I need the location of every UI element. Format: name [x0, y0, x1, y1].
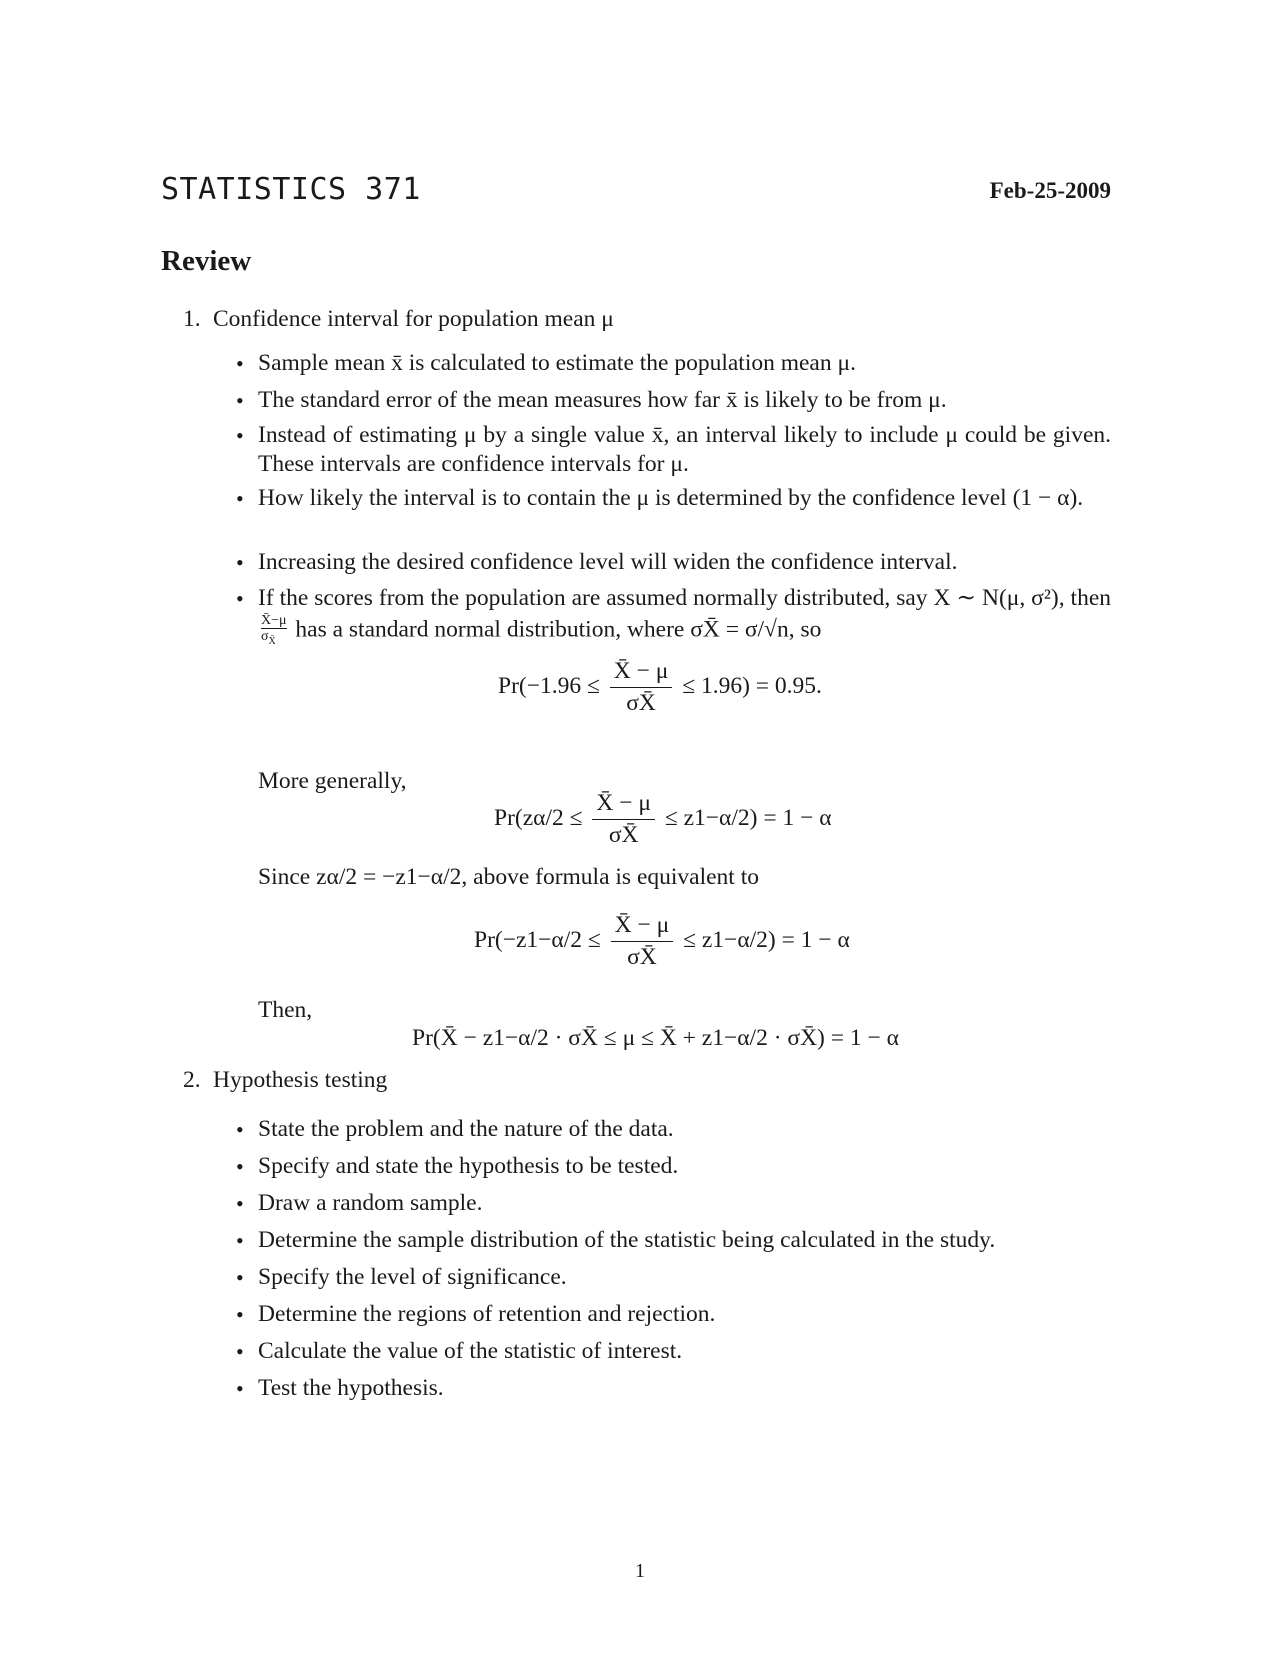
section2-title	[183, 1066, 387, 1095]
list-item: • Specify the level of significance.	[236, 1263, 1111, 1292]
section2-title-text: Hypothesis testing	[213, 1067, 388, 1093]
eq1-right: ≤ 1.96) = 0.95.	[682, 672, 822, 699]
then-text: Then,	[258, 997, 313, 1023]
bullet6-part2: has a standard normal distribution, where σX̄ = σ/√n, so	[295, 616, 822, 643]
eq2-fraction: $\frac{X̄ - \mu}{\sigma X̄}$	[592, 790, 655, 849]
eq1-left: Pr(−1.96 ≤	[498, 672, 600, 699]
list-item	[236, 584, 1111, 649]
bullet6-part1: If the scores from the population are assumed normally distributed, say X ∼ N(μ, σ²), then	[258, 585, 1111, 611]
list-item: • Determine the sample distribution of the statistic being calculated in the study.	[236, 1226, 1111, 1255]
list-item: • Increasing the desired confidence level will widen the confidence interval.	[236, 548, 1111, 577]
eq3-fraction: $\frac{X̄ - \mu}{\sigma X̄}$	[611, 912, 674, 971]
eq3-left: Pr(−z1−α/2 ≤	[474, 926, 601, 953]
list-item: • State the problem and the nature of the data.	[236, 1115, 1111, 1144]
course-title: STATISTICS 371	[161, 172, 421, 207]
list-item: • Specify and state the hypothesis to be tested.	[236, 1152, 1111, 1181]
section1-title-text: Confidence interval for population mean μ	[213, 306, 614, 332]
equation-4: Pr(X̄ − z1−α/2 · σX̄ ≤ μ ≤ X̄ + z1−α/2 · σX̄) = 1 − α	[412, 1025, 899, 1051]
list-item: • Determine the regions of retention and rejection.	[236, 1300, 1111, 1329]
list-item: • Instead of estimating μ by a single value x̄, an interval likely to include μ could be given. These intervals are confidence intervals for μ.	[236, 421, 1111, 479]
document-date: Feb-25-2009	[989, 178, 1111, 203]
list-item: • Draw a random sample.	[236, 1189, 1111, 1218]
list-item: • The standard error of the mean measures how far x̄ is likely to be from μ.	[236, 386, 1111, 415]
eq2-left: Pr(zα/2 ≤	[494, 804, 583, 831]
list-item: • Test the hypothesis.	[236, 1374, 1111, 1403]
eq3-right: ≤ z1−α/2) = 1 − α	[683, 926, 850, 953]
list-item: • Calculate the value of the statistic of interest.	[236, 1337, 1111, 1366]
section1-title	[183, 305, 614, 334]
equation-2	[494, 790, 832, 849]
list-item: • Sample mean x̄ is calculated to estimate the population mean μ.	[236, 349, 1111, 378]
equation-3	[474, 912, 850, 971]
since-text: Since zα/2 = −z1−α/2, above formula is equivalent to	[258, 864, 759, 890]
list-item: • How likely the interval is to contain the μ is determined by the confidence level (1 − α).	[236, 484, 1111, 513]
equation-1	[498, 658, 822, 717]
eq1-fraction: $\frac{X̄ - \mu}{\sigma X̄}$	[610, 658, 673, 717]
page-number: 1	[635, 1560, 645, 1582]
section-heading: Review	[161, 245, 252, 277]
inline-z-fraction: $\frac{X̄-\mu}{\sigma_{X̄}}$	[261, 613, 287, 647]
more-generally-text: More generally,	[258, 768, 407, 794]
section1-number: 1.	[183, 306, 201, 332]
section2-number: 2.	[183, 1067, 201, 1093]
eq2-right: ≤ z1−α/2) = 1 − α	[664, 804, 832, 831]
